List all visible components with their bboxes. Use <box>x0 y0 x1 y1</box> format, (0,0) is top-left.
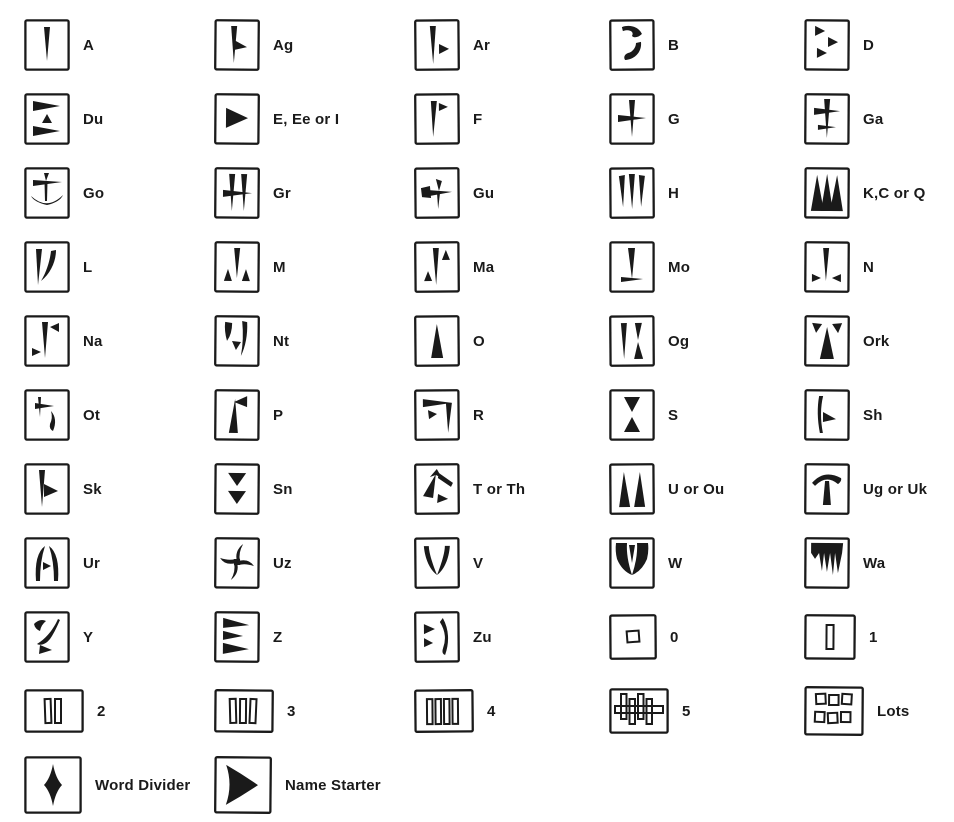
glyph-label: Ur <box>83 554 101 572</box>
glyph-label: Nt <box>273 332 290 350</box>
glyph-row <box>24 156 954 230</box>
glyph-cell <box>24 241 214 293</box>
glyph-label: Sh <box>863 406 883 424</box>
glyph-cell <box>24 756 214 814</box>
na-glyph-icon <box>24 315 70 367</box>
glyph-label: Og <box>668 332 690 350</box>
glyph-cell <box>414 611 609 663</box>
glyph-row <box>24 674 954 748</box>
glyph-cell <box>609 537 804 589</box>
glyph-cell <box>24 463 214 515</box>
e-glyph-icon <box>214 93 260 145</box>
glyph-label: 0 <box>670 628 679 646</box>
glyph-label: Word Divider <box>95 776 191 794</box>
glyph-row <box>24 526 954 600</box>
glyph-label: U or Ou <box>668 480 725 498</box>
f-glyph-icon <box>414 93 460 145</box>
five-glyph-icon <box>609 688 669 734</box>
g-glyph-icon <box>609 93 655 145</box>
og-glyph-icon <box>609 315 655 367</box>
glyph-label: Na <box>83 332 103 350</box>
glyph-label: Lots <box>877 702 910 720</box>
glyph-row <box>24 230 954 304</box>
glyph-row <box>24 82 954 156</box>
worddivider-glyph-icon <box>24 756 82 814</box>
glyph-label: 3 <box>287 702 296 720</box>
glyph-cell <box>609 93 804 145</box>
glyph-row <box>24 304 954 378</box>
glyph-cell <box>414 689 609 733</box>
glyph-cell <box>24 537 214 589</box>
du-glyph-icon <box>24 93 70 145</box>
z-glyph-icon <box>214 611 260 663</box>
tth-glyph-icon <box>414 463 460 515</box>
glyph-cell <box>414 463 609 515</box>
d-glyph-icon <box>804 19 850 71</box>
r-glyph-icon <box>414 389 460 441</box>
glyph-label: W <box>668 554 683 572</box>
glyph-cell <box>804 93 954 145</box>
glyph-label: Mo <box>668 258 691 276</box>
glyph-cell <box>214 19 414 71</box>
m-glyph-icon <box>214 241 260 293</box>
glyph-cell <box>414 167 609 219</box>
glyph-label: Zu <box>473 628 492 646</box>
glyph-label: Ma <box>473 258 495 276</box>
glyph-label: M <box>273 258 286 276</box>
two-glyph-icon <box>24 689 84 733</box>
glyph-cell <box>24 315 214 367</box>
uou-glyph-icon <box>609 463 655 515</box>
glyph-label: Ga <box>863 110 884 128</box>
glyph-cell <box>414 315 609 367</box>
ork-glyph-icon <box>804 315 850 367</box>
glyph-cell <box>24 19 214 71</box>
zero-glyph-icon <box>609 614 657 660</box>
glyph-cell <box>214 241 414 293</box>
glyph-cell <box>214 537 414 589</box>
glyph-cell <box>24 93 214 145</box>
glyph-cell <box>804 537 954 589</box>
glyph-label: 2 <box>97 702 106 720</box>
uz-glyph-icon <box>214 537 260 589</box>
glyph-cell <box>609 167 804 219</box>
uguk-glyph-icon <box>804 463 850 515</box>
glyph-label: 5 <box>682 702 691 720</box>
glyph-label: 1 <box>869 628 878 646</box>
glyph-cell <box>609 315 804 367</box>
glyph-row <box>24 600 954 674</box>
glyph-label: B <box>668 36 680 54</box>
l-glyph-icon <box>24 241 70 293</box>
glyph-label: R <box>473 406 485 424</box>
glyph-cell <box>214 315 414 367</box>
glyph-row <box>24 378 954 452</box>
glyph-label: S <box>668 406 679 424</box>
glyph-label: Ot <box>83 406 101 424</box>
glyph-cell <box>414 537 609 589</box>
glyph-label: Sn <box>273 480 293 498</box>
glyph-cell <box>609 614 804 660</box>
glyph-cell <box>214 611 414 663</box>
glyph-row <box>24 452 954 526</box>
glyph-cell <box>214 389 414 441</box>
glyph-cell <box>214 689 414 733</box>
glyph-label: A <box>83 36 95 54</box>
wa-glyph-icon <box>804 537 850 589</box>
glyph-label: Name Starter <box>285 776 381 794</box>
glyph-label: T or Th <box>473 480 526 498</box>
glyph-cell <box>609 389 804 441</box>
glyph-label: E, Ee or I <box>273 110 340 128</box>
glyph-label: 4 <box>487 702 496 720</box>
h-glyph-icon <box>609 167 655 219</box>
nt-glyph-icon <box>214 315 260 367</box>
ga-glyph-icon <box>804 93 850 145</box>
glyph-label: D <box>863 36 875 54</box>
one-glyph-icon <box>804 614 856 660</box>
glyph-cell <box>804 167 954 219</box>
glyph-cell <box>804 686 954 736</box>
glyph-label: Z <box>273 628 283 646</box>
glyph-cell <box>24 689 214 733</box>
glyph-cell <box>414 19 609 71</box>
ar-glyph-icon <box>414 19 460 71</box>
glyph-label: Gr <box>273 184 291 202</box>
glyph-label: F <box>473 110 483 128</box>
glyph-label: Ar <box>473 36 491 54</box>
glyph-label: Sk <box>83 480 102 498</box>
p-glyph-icon <box>214 389 260 441</box>
glyph-label: Uz <box>273 554 292 572</box>
glyph-label: P <box>273 406 284 424</box>
glyph-cell <box>804 614 954 660</box>
glyph-label: Ag <box>273 36 294 54</box>
kcq-glyph-icon <box>804 167 850 219</box>
y-glyph-icon <box>24 611 70 663</box>
namestarter-glyph-icon <box>214 756 273 815</box>
glyph-label: H <box>668 184 680 202</box>
ot-glyph-icon <box>24 389 70 441</box>
glyph-cell <box>804 241 954 293</box>
ur-glyph-icon <box>24 537 70 589</box>
glyph-cell <box>24 389 214 441</box>
o-glyph-icon <box>414 315 460 367</box>
three-glyph-icon <box>214 689 274 734</box>
four-glyph-icon <box>414 689 474 734</box>
gr-glyph-icon <box>214 167 260 219</box>
glyph-cell <box>214 463 414 515</box>
a-glyph-icon <box>24 19 70 71</box>
glyph-label: Du <box>83 110 104 128</box>
zu-glyph-icon <box>414 611 460 663</box>
glyph-cell <box>24 611 214 663</box>
glyph-label: V <box>473 554 484 572</box>
glyph-cell <box>609 688 804 734</box>
glyph-label: Ug or Uk <box>863 480 928 498</box>
glyph-cell <box>609 19 804 71</box>
ag-glyph-icon <box>214 19 260 71</box>
glyph-row <box>24 8 954 82</box>
s-glyph-icon <box>609 389 655 441</box>
sn-glyph-icon <box>214 463 260 515</box>
glyph-cell <box>609 241 804 293</box>
sk-glyph-icon <box>24 463 70 515</box>
glyph-label: Wa <box>863 554 886 572</box>
lots-glyph-icon <box>804 686 864 736</box>
glyph-cell <box>804 315 954 367</box>
glyph-cell <box>214 167 414 219</box>
glyph-label: G <box>668 110 680 128</box>
v-glyph-icon <box>414 537 460 589</box>
sh-glyph-icon <box>804 389 850 441</box>
gu-glyph-icon <box>414 167 460 219</box>
glyph-cell <box>804 19 954 71</box>
glyph-cell <box>24 167 214 219</box>
glyph-cell <box>214 93 414 145</box>
glyph-row <box>24 748 954 822</box>
b-glyph-icon <box>609 19 655 71</box>
glyph-cell <box>414 93 609 145</box>
glyph-label: N <box>863 258 875 276</box>
glyph-cell <box>414 241 609 293</box>
mo-glyph-icon <box>609 241 655 293</box>
glyph-label: Ork <box>863 332 890 350</box>
n-glyph-icon <box>804 241 850 293</box>
w-glyph-icon <box>609 537 655 589</box>
glyph-cell <box>609 463 804 515</box>
glyph-label: Go <box>83 184 105 202</box>
go-glyph-icon <box>24 167 70 219</box>
glyph-label: L <box>83 258 93 276</box>
glyph-label: K,C or Q <box>863 184 926 202</box>
glyph-label: Gu <box>473 184 495 202</box>
glyph-cell <box>414 389 609 441</box>
glyph-cell <box>214 756 414 814</box>
glyph-cell <box>804 389 954 441</box>
glyph-cell <box>804 463 954 515</box>
ma-glyph-icon <box>414 241 460 293</box>
glyph-label: O <box>473 332 485 350</box>
glyph-label: Y <box>83 628 94 646</box>
